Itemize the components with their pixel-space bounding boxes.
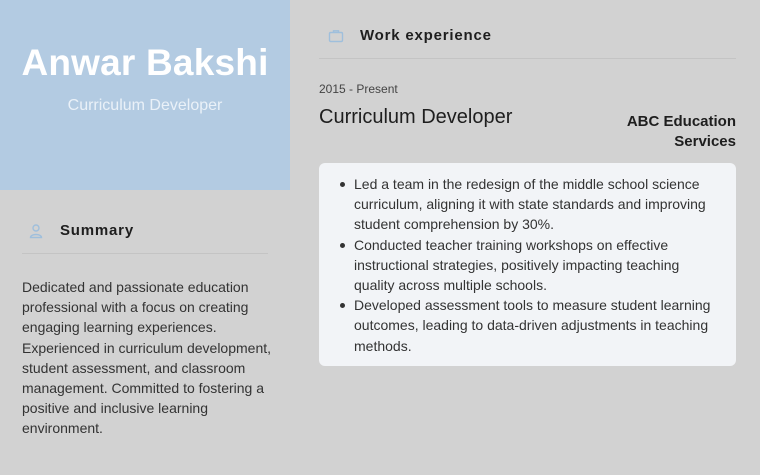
work-heading (328, 27, 492, 44)
profile-header (0, 0, 290, 190)
summary-divider (22, 253, 268, 254)
job-bullet: Led a team in the redesign of the middle school science curriculum, aligning it with state standards and improving student comprehension by 30%. (354, 174, 720, 235)
profile-name: Anwar Bakshi (21, 42, 269, 83)
briefcase-icon (328, 28, 344, 44)
user-icon (28, 223, 44, 239)
job-details-card (319, 163, 736, 366)
job-title: Curriculum Developer (319, 106, 513, 128)
summary-text: Dedicated and passionate education professional with a focus on creating engaging learning experiences. Experienced in curriculum development, student assessment, and classroom management. Committed to fostering a positive and inclusive learning environment. (22, 279, 272, 437)
left-column (0, 0, 290, 475)
summary-title: Summary (60, 222, 134, 239)
summary-heading (28, 222, 134, 239)
work-title: Work experience (360, 27, 492, 44)
job-company: ABC Education Services (626, 113, 736, 150)
job-period: 2015 - Present (319, 82, 398, 96)
profile-role: Curriculum Developer (67, 97, 223, 114)
job-bullet: Developed assessment tools to measure student learning outcomes, leading to data-driven adjustments in teaching methods. (354, 295, 720, 356)
work-divider (319, 58, 736, 59)
job-bullet: Conducted teacher training workshops on effective instructional strategies, positively impacting teaching quality across multiple schools. (354, 235, 720, 296)
job-bullet-list (319, 163, 736, 356)
